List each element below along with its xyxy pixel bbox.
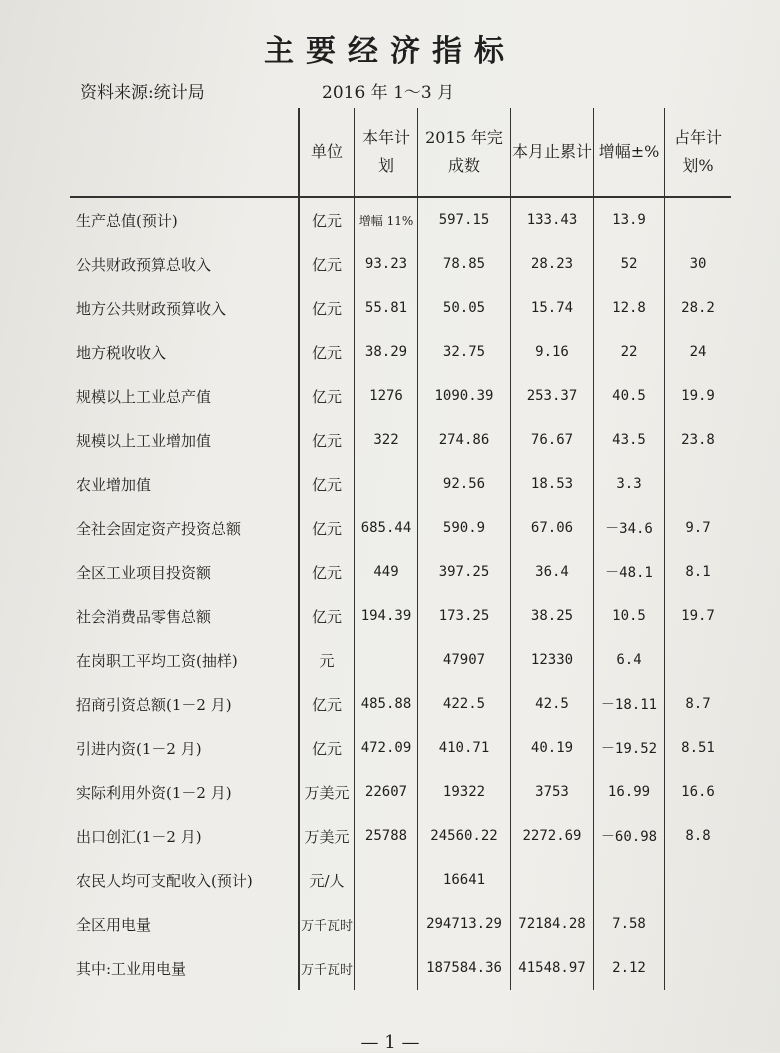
indicator-name: 农业增加值	[76, 475, 152, 494]
unit: 元/人	[299, 858, 355, 902]
growth-percent: 52	[594, 242, 665, 286]
growth-percent: －18.11	[594, 682, 665, 726]
growth-percent: 10.5	[594, 594, 665, 638]
growth-percent: 12.8	[594, 286, 665, 330]
plan-share-percent: 8.8	[665, 814, 732, 858]
cumulative-to-month: 38.25	[511, 594, 594, 638]
completed-2015: 187584.36	[418, 946, 511, 990]
plan-share-percent: 16.6	[665, 770, 732, 814]
annual-plan	[355, 946, 418, 990]
completed-2015: 173.25	[418, 594, 511, 638]
annual-plan	[355, 462, 418, 506]
table-row	[70, 506, 731, 550]
report-period: 2016 年 1～3 月	[322, 83, 455, 103]
cumulative-to-month: 133.43	[511, 197, 594, 242]
completed-2015: 24560.22	[418, 814, 511, 858]
cumulative-to-month: 76.67	[511, 418, 594, 462]
completed-2015: 19322	[418, 770, 511, 814]
unit: 亿元	[299, 550, 355, 594]
unit: 亿元	[299, 330, 355, 374]
indicator-name: 出口创汇(1－2 月)	[76, 827, 202, 846]
page-number: — 1 —	[360, 1032, 420, 1053]
plan-share-percent	[665, 946, 732, 990]
plan-share-percent	[665, 462, 732, 506]
table-row	[70, 330, 731, 374]
cumulative-to-month: 67.06	[511, 506, 594, 550]
completed-2015: 274.86	[418, 418, 511, 462]
cumulative-to-month: 41548.97	[511, 946, 594, 990]
annual-plan	[355, 638, 418, 682]
table-header-row	[70, 108, 731, 197]
annual-plan: 25788	[355, 814, 418, 858]
indicator-name: 全区用电量	[76, 915, 152, 934]
plan-share-percent: 24	[665, 330, 732, 374]
annual-plan: 485.88	[355, 682, 418, 726]
plan-share-percent: 8.1	[665, 550, 732, 594]
unit: 万美元	[299, 770, 355, 814]
completed-2015: 1090.39	[418, 374, 511, 418]
unit: 亿元	[299, 418, 355, 462]
indicator-name: 农民人均可支配收入(预计)	[76, 871, 253, 890]
annual-plan	[355, 858, 418, 902]
annual-plan: 93.23	[355, 242, 418, 286]
indicator-name: 其中:工业用电量	[76, 959, 187, 978]
indicator-name: 引进内资(1－2 月)	[76, 739, 202, 758]
annual-plan: 322	[355, 418, 418, 462]
table-row	[70, 197, 731, 242]
unit: 亿元	[299, 682, 355, 726]
annual-plan: 55.81	[355, 286, 418, 330]
unit: 元	[299, 638, 355, 682]
plan-share-percent	[665, 638, 732, 682]
cumulative-to-month: 12330	[511, 638, 594, 682]
completed-2015: 32.75	[418, 330, 511, 374]
growth-percent: 7.58	[594, 902, 665, 946]
indicator-name: 地方公共财政预算收入	[76, 299, 227, 318]
plan-share-percent: 8.51	[665, 726, 732, 770]
table-row	[70, 462, 731, 506]
table-row	[70, 770, 731, 814]
indicator-name: 公共财政预算总收入	[76, 255, 212, 274]
growth-percent: 43.5	[594, 418, 665, 462]
growth-percent: 6.4	[594, 638, 665, 682]
growth-percent: 40.5	[594, 374, 665, 418]
cumulative-to-month	[511, 858, 594, 902]
annual-plan: 22607	[355, 770, 418, 814]
cumulative-to-month: 2272.69	[511, 814, 594, 858]
unit: 亿元	[299, 286, 355, 330]
unit: 亿元	[299, 242, 355, 286]
completed-2015: 410.71	[418, 726, 511, 770]
completed-2015: 50.05	[418, 286, 511, 330]
completed-2015: 16641	[418, 858, 511, 902]
cumulative-to-month: 36.4	[511, 550, 594, 594]
table-row	[70, 550, 731, 594]
annual-plan: 38.29	[355, 330, 418, 374]
table-row	[70, 902, 731, 946]
table-row	[70, 726, 731, 770]
table-row	[70, 638, 731, 682]
completed-2015: 422.5	[418, 682, 511, 726]
table-row	[70, 286, 731, 330]
plan-share-percent: 19.7	[665, 594, 732, 638]
unit: 亿元	[299, 197, 355, 242]
header-cumulative: 本月止累计	[511, 108, 594, 197]
plan-share-percent: 28.2	[665, 286, 732, 330]
growth-percent: 13.9	[594, 197, 665, 242]
table-row	[70, 946, 731, 990]
table-body	[70, 197, 731, 990]
header-growth: 增幅±%	[594, 108, 665, 197]
plan-share-percent	[665, 858, 732, 902]
unit: 亿元	[299, 726, 355, 770]
growth-percent: －48.1	[594, 550, 665, 594]
plan-share-percent	[665, 197, 732, 242]
completed-2015: 294713.29	[418, 902, 511, 946]
annual-plan: 增幅 11%	[355, 197, 418, 242]
annual-plan: 194.39	[355, 594, 418, 638]
table-row	[70, 242, 731, 286]
growth-percent: 22	[594, 330, 665, 374]
header-unit: 单位	[299, 108, 355, 197]
header-plan-share: 占年计划%	[665, 108, 732, 197]
completed-2015: 78.85	[418, 242, 511, 286]
indicator-name: 地方税收收入	[76, 343, 167, 362]
indicator-name: 在岗职工平均工资(抽样)	[76, 651, 238, 670]
table-row	[70, 374, 731, 418]
completed-2015: 397.25	[418, 550, 511, 594]
cumulative-to-month: 40.19	[511, 726, 594, 770]
growth-percent: 2.12	[594, 946, 665, 990]
plan-share-percent: 9.7	[665, 506, 732, 550]
indicator-name: 社会消费品零售总额	[76, 607, 212, 626]
unit: 亿元	[299, 506, 355, 550]
table-row	[70, 594, 731, 638]
cumulative-to-month: 18.53	[511, 462, 594, 506]
completed-2015: 47907	[418, 638, 511, 682]
indicator-name: 生产总值(预计)	[76, 211, 178, 230]
completed-2015: 597.15	[418, 197, 511, 242]
unit: 万千瓦时	[299, 902, 355, 946]
header-2015-completed: 2015 年完成数	[418, 108, 511, 197]
annual-plan: 449	[355, 550, 418, 594]
cumulative-to-month: 15.74	[511, 286, 594, 330]
growth-percent: 16.99	[594, 770, 665, 814]
table-row	[70, 682, 731, 726]
plan-share-percent: 8.7	[665, 682, 732, 726]
table-row	[70, 858, 731, 902]
cumulative-to-month: 72184.28	[511, 902, 594, 946]
cumulative-to-month: 253.37	[511, 374, 594, 418]
cumulative-to-month: 28.23	[511, 242, 594, 286]
annual-plan: 472.09	[355, 726, 418, 770]
data-source: 资料来源:统计局	[80, 83, 205, 103]
indicator-name: 规模以上工业总产值	[76, 387, 212, 406]
unit: 万美元	[299, 814, 355, 858]
header-plan: 本年计划	[355, 108, 418, 197]
completed-2015: 92.56	[418, 462, 511, 506]
cumulative-to-month: 9.16	[511, 330, 594, 374]
completed-2015: 590.9	[418, 506, 511, 550]
indicator-name: 规模以上工业增加值	[76, 431, 212, 450]
unit: 亿元	[299, 594, 355, 638]
document-title: 主要经济指标	[264, 34, 516, 69]
growth-percent: 3.3	[594, 462, 665, 506]
annual-plan	[355, 902, 418, 946]
annual-plan: 1276	[355, 374, 418, 418]
header-indicator	[70, 108, 299, 197]
unit: 亿元	[299, 462, 355, 506]
annual-plan: 685.44	[355, 506, 418, 550]
indicator-name: 全社会固定资产投资总额	[76, 519, 242, 538]
growth-percent: －60.98	[594, 814, 665, 858]
unit: 万千瓦时	[299, 946, 355, 990]
indicator-name: 实际利用外资(1－2 月)	[76, 783, 232, 802]
indicator-name: 全区工业项目投资额	[76, 563, 212, 582]
cumulative-to-month: 42.5	[511, 682, 594, 726]
plan-share-percent: 23.8	[665, 418, 732, 462]
table-row	[70, 418, 731, 462]
table-row	[70, 814, 731, 858]
economic-indicators-table	[70, 108, 731, 990]
growth-percent: －34.6	[594, 506, 665, 550]
unit: 亿元	[299, 374, 355, 418]
cumulative-to-month: 3753	[511, 770, 594, 814]
plan-share-percent	[665, 902, 732, 946]
plan-share-percent: 19.9	[665, 374, 732, 418]
growth-percent: －19.52	[594, 726, 665, 770]
indicator-name: 招商引资总额(1－2 月)	[76, 695, 232, 714]
growth-percent	[594, 858, 665, 902]
plan-share-percent: 30	[665, 242, 732, 286]
